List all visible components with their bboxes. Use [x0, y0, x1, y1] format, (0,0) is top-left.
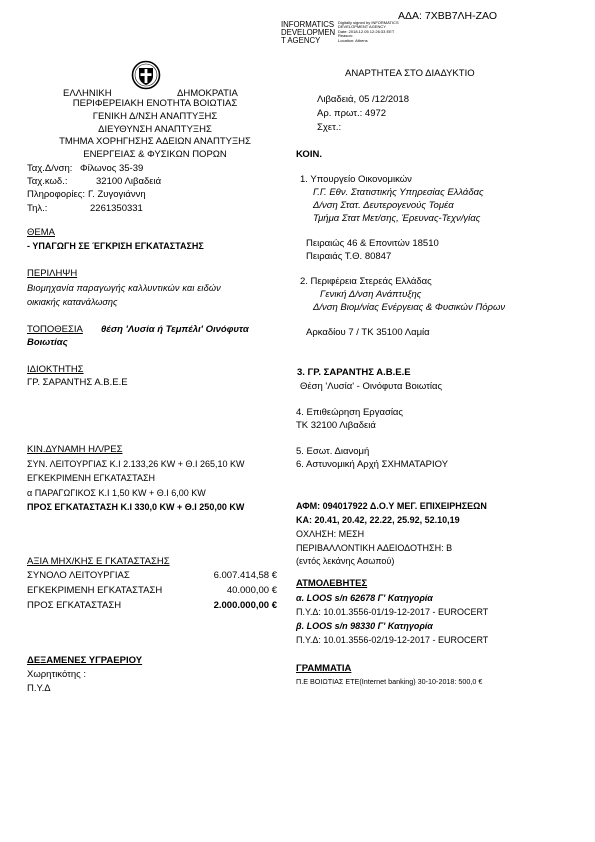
- thema-text: - ΥΠΑΓΩΓΗ ΣΕ ΈΓΚΡΙΣΗ ΕΓΚΑΤΑΣΤΑΣΗΣ: [27, 241, 204, 251]
- signature-detail: Reason:: [338, 33, 353, 39]
- recipient-2: 2. Περιφέρεια Στερεάς Ελλάδας: [300, 276, 432, 287]
- signature-details: [338, 21, 399, 43]
- signature-detail: Digitally signed by INFORMATICS: [338, 20, 399, 25]
- recipient-1-line: Πειραιώς 46 & Επονιτών 18510: [306, 238, 439, 249]
- signature-detail: Date: 2018.12.05 12:26:33 EET: [338, 28, 395, 34]
- env-license-note: (εντός λεκάνης Ασωπού): [296, 556, 395, 566]
- contact-value: 32100 Λιβαδειά: [96, 176, 162, 187]
- recipient-3-line: Θέση 'Λυσία' - Οινόφυτα Βοιωτίας: [300, 381, 443, 392]
- contact-value: 2261350331: [90, 203, 143, 214]
- power-line-4: ΠΡΟΣ ΕΓΚΑΤΑΣΤΑΣΗ Κ.Ι 330,0 KW + Θ.Ι 250,00 KW: [27, 502, 245, 512]
- recipient-4: 4. Επιθεώρηση Εργασίας: [296, 407, 404, 418]
- recipient-1-line: Δ/νση Στατ. Δευτερογενούς Τομέα: [313, 200, 454, 211]
- boilers-heading: ΑΤΜΟΛΕΒΗΤΕΣ: [296, 578, 368, 589]
- recipient-3: 3. ΓΡ. ΣΑΡΑΝΤΗΣ Α.Β.Ε.Ε: [297, 367, 411, 378]
- boiler-1: α. LOOS s/n 62678 Γ' Κατηγορία: [296, 593, 433, 603]
- topothesia-heading: ΤΟΠΟΘΕΣΙΑ: [27, 324, 83, 335]
- ada-code: ΑΔΑ: 7ΧΒΒ7ΛΗ-ΖΑΟ: [398, 10, 498, 22]
- value-label: ΕΓΚΕΚΡΙΜΕΝΗ ΕΓΚΑΤΑΣΤΑΣΗ: [27, 585, 163, 596]
- afm: ΑΦΜ: 094017922 Δ.Ο.Υ ΜΕΓ. ΕΠΙΧΕΙΡΗΣΕΩΝ: [296, 501, 487, 511]
- protocol-number: Αρ. πρωτ.: 4972: [317, 108, 387, 119]
- agency-line-1: INFORMATICS: [281, 20, 335, 29]
- contact-value: Γ. Ζυγογιάννη: [88, 189, 146, 200]
- power-line-2: ΕΓΚΕΚΡΙΜΕΝΗ ΕΓΚΑΤΑΣΤΑΣΗ: [27, 473, 156, 483]
- sxet: Σχετ.:: [317, 122, 342, 133]
- agency-line-2: DEVELOPMEN: [281, 28, 336, 38]
- owner-heading: ΙΔΙΟΚΤΗΤΗΣ: [27, 364, 84, 375]
- agency-line-3: T AGENCY: [281, 36, 321, 46]
- boiler-2: β. LOOS s/n 98330 Γ' Κατηγορία: [296, 621, 433, 631]
- signature-detail: DEVELOPMENT AGENCY: [338, 24, 386, 30]
- koin-heading: ΚΟΙΝ.: [296, 149, 322, 160]
- contact-label: Πληροφορίες:: [27, 189, 85, 200]
- recipient-2-line: Γενική Δ/νση Ανάπτυξης: [320, 289, 422, 300]
- tanks-pyd: Π.Υ.Δ: [27, 683, 51, 694]
- value-heading: ΑΞΙΑ ΜΗΧ/ΚΗΣ Ε ΓΚΑΤΑΣΤΑΣΗΣ: [27, 556, 170, 567]
- recipient-6: 6. Αστυνομική Αρχή ΣΧΗΜΑΤΑΡΙΟΥ: [296, 459, 449, 470]
- tanks-capacity: Χωρητικότης :: [27, 669, 86, 680]
- boiler-2-pyd: Π.Υ.Δ: 10.01.3556-02/19-12-2017 - EUROCERT: [296, 635, 489, 645]
- value-amount: 6.007.414,58 €: [213, 570, 277, 581]
- boiler-1-pyd: Π.Υ.Δ: 10.01.3556-01/19-12-2017 - EUROCERT: [296, 607, 489, 617]
- tanks-heading: ΔΕΞΑΜΕΝΕΣ ΥΓΡΑΕΡΙΟΥ: [27, 655, 143, 666]
- value-amount: 2.000.000,00 €: [213, 600, 277, 611]
- recipient-2-line: Δ/νση Βιομ/νίας Ενέργειας & Φυσικών Πόρων: [313, 302, 506, 313]
- value-amount: 40.000,00 €: [226, 585, 277, 596]
- recipient-5: 5. Εσωτ. Διανομή: [296, 446, 370, 457]
- recipient-1-line: Τμήμα Στατ Μετ/σης, Έρευνας-Τεχν/γίας: [313, 213, 481, 224]
- topothesia-text-1: θέση 'Λυσία ή Τεμπέλι' Οινόφυτα: [101, 324, 249, 335]
- contact-label: Τηλ.:: [27, 203, 48, 214]
- owner-name: ΓΡ. ΣΑΡΑΝΤΗΣ Α.Β.Ε.Ε: [27, 377, 128, 388]
- header-greek: ΕΛΛΗΝΙΚΗ: [63, 88, 112, 99]
- perilipsi-line-2: οικιακής κατανάλωσης: [27, 297, 118, 307]
- oxlisi: ΟΧΛΗΣΗ: ΜΕΣΗ: [296, 529, 365, 539]
- power-line-3: α ΠΑΡΑΓΩΓΙΚΟΣ Κ.Ι 1,50 KW + Θ.Ι 6,00 KW: [27, 488, 206, 498]
- perilipsi-line-1: Βιομηχανία παραγωγής καλλυντικών και ειδών: [27, 283, 221, 293]
- header-dir: ΔΙΕΥΘΥΝΣΗ ΑΝΑΠΤΥΞΗΣ: [98, 124, 212, 135]
- perilipsi-heading: ΠΕΡΙΛΗΨΗ: [27, 268, 78, 279]
- ka-codes: ΚΑ: 20.41, 20.42, 22.22, 25.92, 52.10,19: [296, 515, 460, 525]
- post-online-note: ΑΝΑΡΤΗΤΕΑ ΣΤΟ ΔΙΑΔΥΚΤΙΟ: [345, 68, 475, 79]
- recipient-1-line: Πειραιάς Τ.Θ. 80847: [306, 251, 392, 262]
- doc-date: Λιβαδειά, 05 /12/2018: [317, 94, 410, 105]
- recipient-4-line: ΤΚ 32100 Λιβαδειά: [296, 420, 376, 431]
- header-region-unit: ΠΕΡΙΦΕΡΕΙΑΚΗ ΕΝΟΤΗΤΑ ΒΟΙΩΤΙΑΣ: [72, 98, 238, 109]
- recipient-1: 1. Υπουργείο Οικονομικών: [300, 174, 412, 185]
- fees-line: Π.Ε ΒΟΙΩΤΙΑΣ ΕΤΕ(Internet banking) 30-10-2018: 500,0 €: [296, 677, 483, 686]
- power-heading: ΚΙΝ.ΔΥΝΑΜΗ ΗΛ/ΡΕΣ: [27, 444, 123, 455]
- thema-heading: ΘΕΜΑ: [27, 227, 55, 238]
- contact-label: Ταχ.κωδ.:: [27, 176, 68, 187]
- header-republic: ΔΗΜΟΚΡΑΤΙΑ: [177, 88, 238, 99]
- env-license: ΠΕΡΙΒΑΛΛΟΝΤΙΚΗ ΑΔΕΙΟΔΟΤΗΣΗ: Β: [296, 543, 453, 553]
- recipient-1-line: Γ.Γ. Εθν. Στατιστικής Υπηρεσίας Ελλάδας: [313, 187, 484, 198]
- value-label: ΠΡΟΣ ΕΓΚΑΤΑΣΤΑΣΗ: [27, 600, 122, 611]
- signature-agency: [281, 21, 335, 46]
- recipient-2-line: Αρκαδίου 7 / ΤΚ 35100 Λαμία: [306, 327, 430, 338]
- header-dept-1: ΤΜΗΜΑ ΧΟΡΗΓΗΣΗΣ ΑΔΕΙΩΝ ΑΝΑΠΤΥΞΗΣ: [59, 136, 251, 147]
- topothesia-text-2: Βοιωτίας: [27, 337, 68, 348]
- contact-value: Φίλωνος 35-39: [80, 163, 144, 174]
- power-line-1: ΣΥΝ. ΛΕΙΤΟΥΡΓΙΑΣ Κ.Ι 2.133,26 KW + Θ.Ι 265,10 KW: [27, 459, 245, 469]
- header-general-dir: ΓΕΝΙΚΗ Δ/ΝΣΗ ΑΝΑΠΤΥΞΗΣ: [92, 111, 218, 122]
- greek-state-emblem-icon: [131, 60, 161, 90]
- signature-detail: Location: Athens: [338, 37, 368, 43]
- value-label: ΣΥΝΟΛΟ ΛΕΙΤΟΥΡΓΙΑΣ: [27, 570, 130, 581]
- header-dept-2: ΕΝΕΡΓΕΙΑΣ & ΦΥΣΙΚΩΝ ΠΟΡΩΝ: [83, 149, 227, 160]
- contact-label: Ταχ.Δ/νση:: [27, 163, 73, 174]
- fees-heading: ΓΡΑΜΜΑΤΙΑ: [296, 663, 352, 674]
